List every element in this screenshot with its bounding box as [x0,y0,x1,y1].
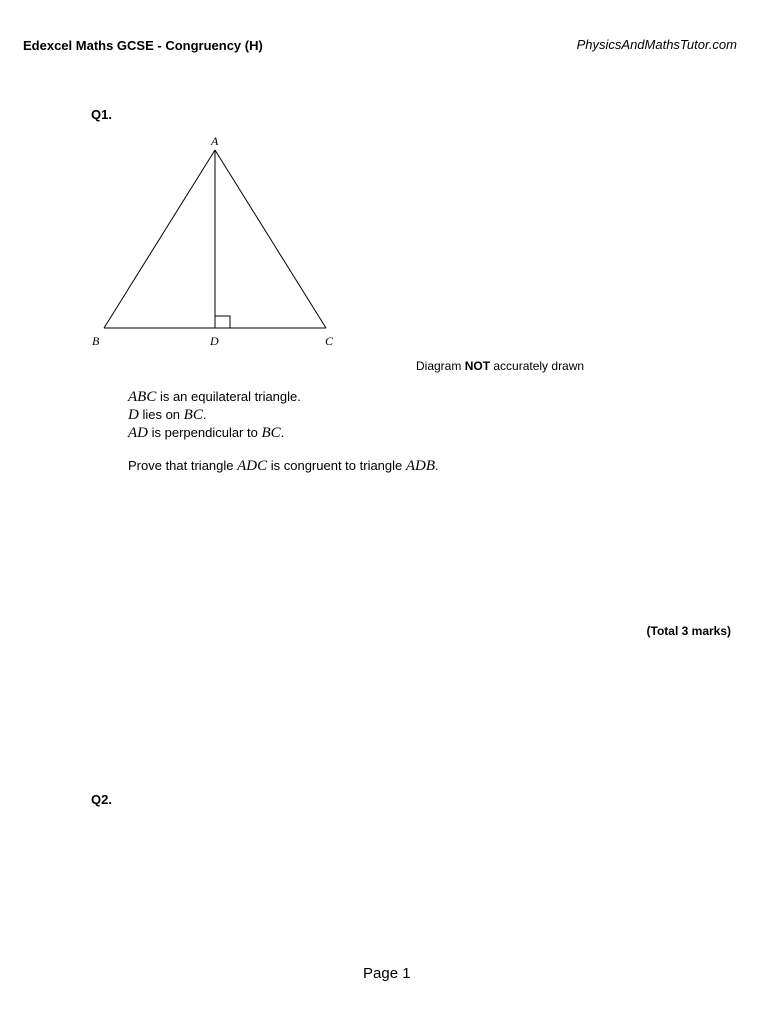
side-ab [104,150,215,328]
statement-line-2: D lies on BC. [128,407,207,423]
diagram-note: Diagram NOT accurately drawn [416,359,585,373]
vertex-label-d: D [210,334,219,348]
vertex-label-b: B [92,334,100,348]
vertex-label-a: A [211,134,219,148]
prove-instruction: Prove that triangle ADC is congruent to triangle ADB. [128,458,439,474]
question-2-label: Q2. [91,792,112,807]
statement-line-3: AD is perpendicular to BC. [128,425,285,441]
site-name: PhysicsAndMathsTutor.com [576,37,737,52]
right-angle-marker [215,316,230,328]
total-marks: (Total 3 marks) [646,624,731,638]
triangle-diagram [85,132,355,352]
page-number: Page 1 [363,965,411,982]
question-1-label: Q1. [91,107,112,122]
side-ac [215,150,326,328]
document-title: Edexcel Maths GCSE - Congruency (H) [23,38,263,53]
statement-line-1: ABC is an equilateral triangle. [128,389,301,405]
vertex-label-c: C [325,334,334,348]
